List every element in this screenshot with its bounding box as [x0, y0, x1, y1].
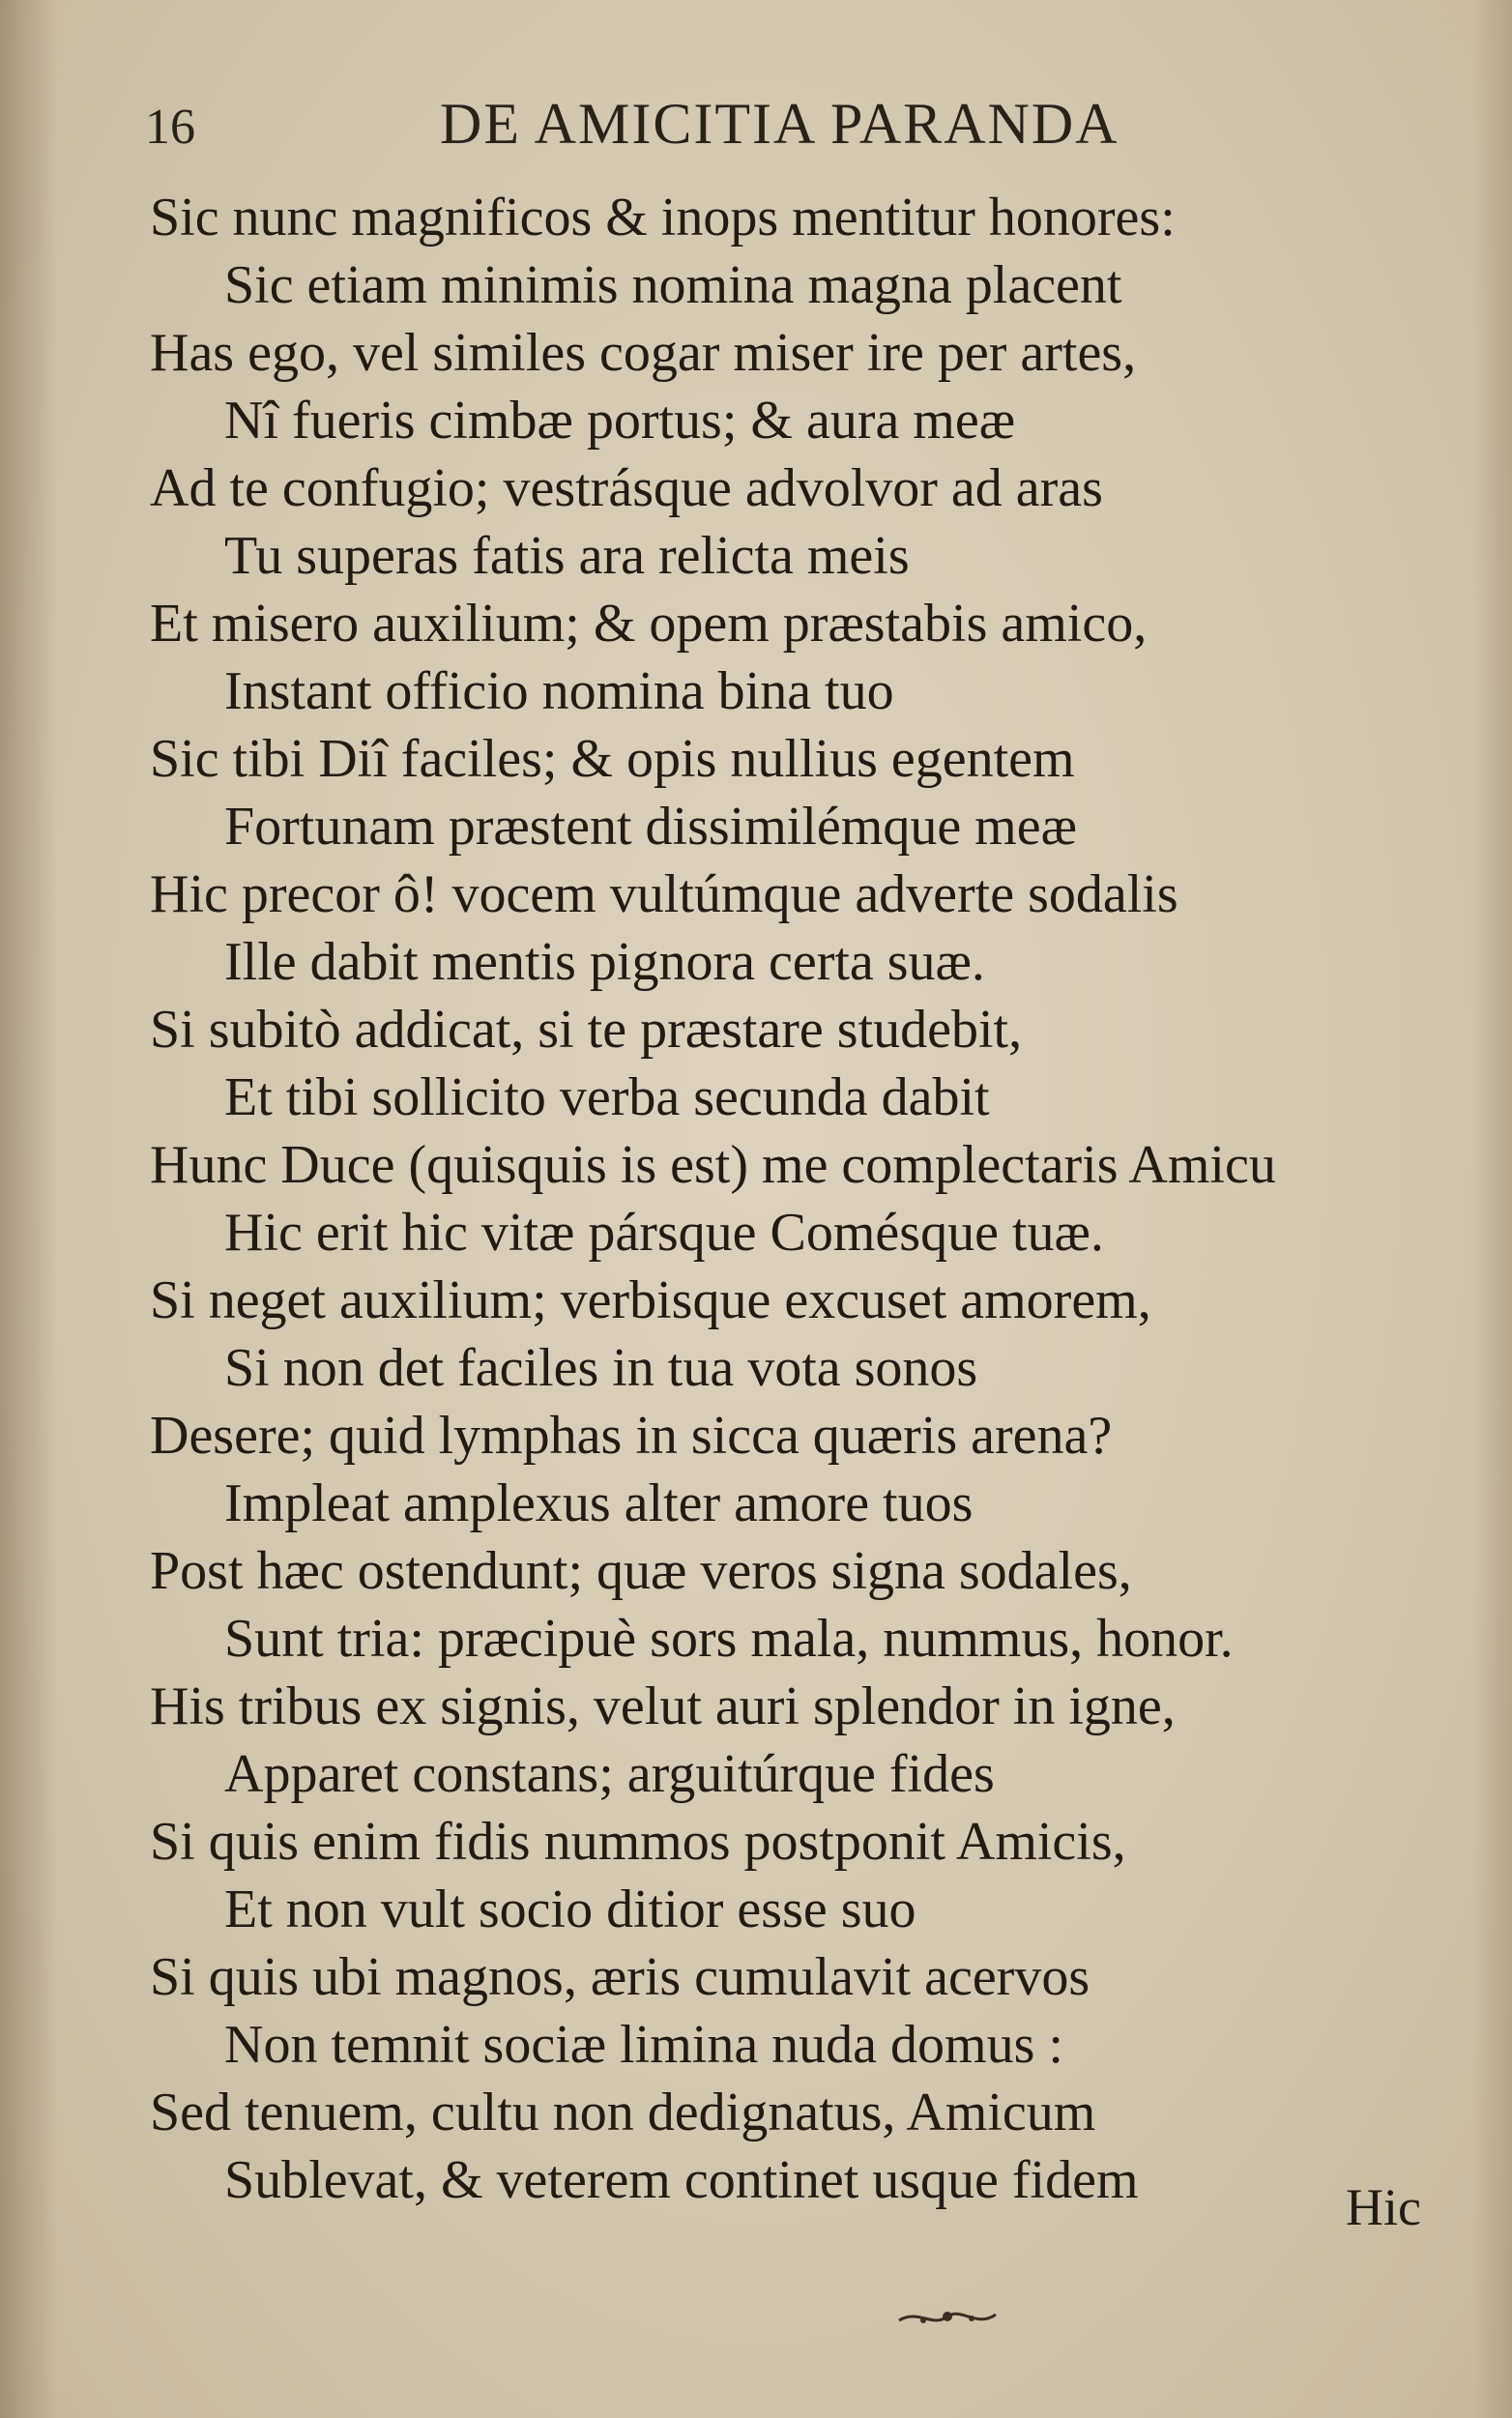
verse-line: Hic precor ô! vocem vultúmque adverte sodalis: [150, 864, 1178, 924]
verse-line: Hunc Duce (quisquis is est) me complectaris Amicu: [150, 1135, 1276, 1195]
page-edge-shadow: [1473, 0, 1512, 2418]
verse-line: Instant officio nomina bina tuo: [224, 661, 894, 721]
verse-line: Desere; quid lymphas in sicca quæris arena?: [150, 1406, 1113, 1466]
verse-line: Sic nunc magnificos & inops mentitur honores:: [150, 188, 1176, 248]
verse-line: Ille dabit mentis pignora certa suæ.: [224, 932, 985, 992]
verse-line: Tu superas fatis ara relicta meis: [224, 526, 910, 586]
verse-line: Si quis ubi magnos, æris cumulavit acervos: [150, 1947, 1090, 2007]
verse-line: Si quis enim fidis nummos postponit Amicis,: [150, 1812, 1126, 1872]
verse-line: Fortunam præstent dissimilémque meæ: [224, 797, 1077, 857]
verse-line: Sunt tria: præcipuè sors mala, nummus, honor.: [224, 1609, 1234, 1669]
verse-line: Impleat amplexus alter amore tuos: [224, 1473, 974, 1533]
verse-line: Si neget auxilium; verbisque excuset amorem,: [150, 1270, 1151, 1330]
verse-line: Apparet constans; arguitúrque fides: [224, 1744, 995, 1804]
verse-line: Et misero auxilium; & opem præstabis amico,: [150, 594, 1148, 654]
verse-line: Post hæc ostendunt; quæ veros signa sodales,: [150, 1541, 1132, 1601]
page-header: [145, 85, 1402, 172]
verse-line: Hic erit hic vitæ pársque Comésque tuæ.: [224, 1203, 1104, 1263]
verse-line: His tribus ex signis, velut auri splendor in igne,: [150, 1676, 1176, 1736]
verse-line: Si non det faciles in tua vota sonos: [224, 1338, 978, 1398]
verse-line: Ad te confugio; vestrásque advolvor ad aras: [150, 458, 1103, 518]
page-gutter-shadow: [0, 0, 58, 2418]
verse-line: Et tibi sollicito verba secunda dabit: [224, 1067, 990, 1127]
verse-line: Has ego, vel similes cogar miser ire per artes,: [150, 323, 1137, 383]
verse-line: Non temnit sociæ limina nuda domus :: [224, 2015, 1063, 2075]
verse-line: Si subitò addicat, si te præstare studebit,: [150, 1000, 1023, 1060]
verse-line: Sublevat, & veterem continet usque fidem: [224, 2150, 1139, 2210]
verse-line: Sed tenuem, cultu non dedignatus, Amicum: [150, 2083, 1096, 2142]
verse-line: Sic etiam minimis nomina magna placent: [224, 255, 1122, 315]
printer-ornament-icon: [894, 2301, 1001, 2334]
verse-line: Nî fueris cimbæ portus; & aura meæ: [224, 391, 1016, 451]
catchword: Hic: [1346, 2178, 1421, 2236]
running-title: DE AMICITIA PARANDA: [440, 92, 1119, 156]
verse-line: Et non vult socio ditior esse suo: [224, 1879, 916, 1939]
verse-line: Sic tibi Diî faciles; & opis nullius egentem: [150, 729, 1075, 789]
page-number: 16: [145, 100, 195, 155]
